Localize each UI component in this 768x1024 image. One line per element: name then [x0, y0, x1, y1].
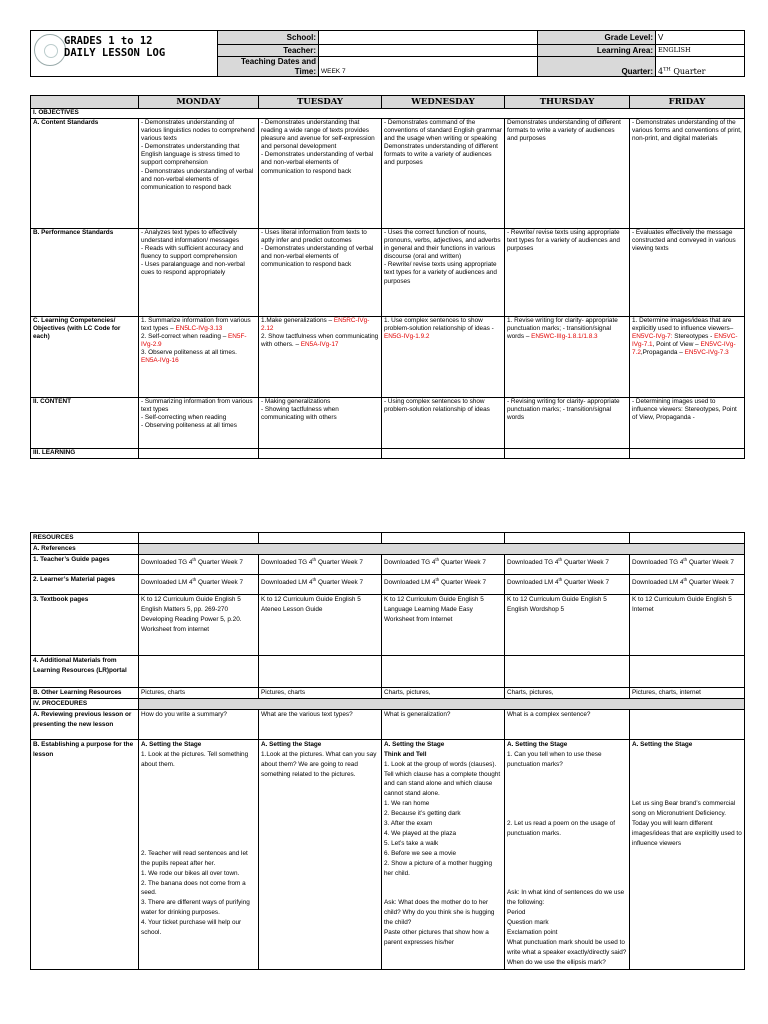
performance-standards-wednesday: - Uses the correct function of nouns, pronouns, verbs, adjectives, and adverbs in general and their functions in various discourse (oral and written) - Rewrite/ revise texts using appropriate text types for a variety of audiences and purposes [382, 229, 505, 317]
learning-area-value[interactable]: ENGLISH [656, 45, 745, 57]
content-standards-label: A. Content Standards [31, 119, 139, 229]
lc-code: EN5RC-IVg-2.12 [261, 317, 370, 333]
resources-label: RESOURCES [31, 533, 139, 544]
content-wednesday: - Using complex sentences to show problem-solution relationship of ideas [382, 398, 505, 449]
competencies-friday: 1. Determine images/ideas that are explicitly used to influence viewers– EN5VC-IVg-7: Stereotypes - EN5VC-IVg-7.1, Point of View – EN5VC-IVg-7.2,Propaganda – EN5VC-IVg-7.3 [630, 317, 745, 398]
superscript: th [683, 576, 688, 582]
grade-level-value[interactable]: V [656, 31, 745, 45]
other-resources-label: B. Other Learning Resources [31, 687, 139, 698]
purpose-thursday: A. Setting the Stage 1. Can you tell when to use these punctuation marks? 2. Let us read a poem on the usage of punctuation marks. Ask: In what kind of sentences do we use the following: Period Question mark Exclamation point What punctuation mark should be used to write what a speaker exactly/directly said? When do we use the ellipsis mark? [505, 739, 630, 969]
other-resources-friday: Pictures, charts, internet [630, 687, 745, 698]
content-standards-thursday: Demonstrates understanding of different formats to write a variety of audiences and purposes [505, 119, 630, 229]
other-resources-monday: Pictures, charts [139, 687, 259, 698]
tg-friday: Downloaded TG 4th Quarter Week 7 [630, 554, 745, 574]
day-monday: MONDAY [139, 96, 259, 109]
textbook-monday: K to 12 Curriculum Guide English 5 English Matters 5, pp. 269-270 Developing Reading Power 5, p.20. Worksheet from internet [139, 594, 259, 655]
competencies-wednesday: 1. Use complex sentences to show problem-solution relationship of ideas -EN5G-IVg-1.9.2 [382, 317, 505, 398]
superscript: th [312, 556, 317, 562]
review-thursday: What is a complex sentence? [505, 709, 630, 739]
teaching-dates-value[interactable]: WEEK 7 [319, 57, 538, 77]
content-label: II. CONTENT [31, 398, 139, 449]
performance-standards-monday: - Analyzes text types to effectively understand information/ messages - Reads with sufficient accuracy and fluency to support comprehension - Uses paralanguage and non-verbal cues to respond appropriately [139, 229, 259, 317]
review-tuesday: What are the various text types? [259, 709, 382, 739]
lm-friday: Downloaded LM 4th Quarter Week 7 [630, 574, 745, 594]
superscript: th [435, 556, 440, 562]
tg-thursday: Downloaded TG 4th Quarter Week 7 [505, 554, 630, 574]
lc-code: EN5VC-IVg-7.1 [632, 333, 738, 349]
teacher-label: Teacher: [218, 45, 319, 57]
content-friday: - Determining images used to influence viewers: Stereotypes, Point of View, Propaganda - [630, 398, 745, 449]
tg-wednesday: Downloaded TG 4th Quarter Week 7 [382, 554, 505, 574]
other-resources-thursday: Charts, pictures, [505, 687, 630, 698]
purpose-tuesday: A. Setting the Stage 1.Look at the pictures. What can you say about them? We are going to read something related to the pictures. [259, 739, 382, 969]
purpose-friday: A. Setting the Stage Let us sing Bear brand’s commercial song on Micronutrient Deficiency. Today you will learn different images/ideas that are explicitly used to influence viewers [630, 739, 745, 969]
other-resources-wednesday: Charts, pictures, [382, 687, 505, 698]
lc-code: EN5A-IVg-16 [141, 357, 179, 365]
performance-standards-thursday: - Rewrite/ revise texts using appropriate text types for a variety of audiences and purposes [505, 229, 630, 317]
competencies-tuesday: 1.Make generalizations – EN5RC-IVg-2.12 2. Show tactfulness when communicating with others. – EN5A-IVg-17 [259, 317, 382, 398]
references-label: A. References [31, 544, 139, 555]
textbook-tuesday: K to 12 Curriculum Guide English 5 Ateneo Lesson Guide [259, 594, 382, 655]
lm-tuesday: Downloaded LM 4th Quarter Week 7 [259, 574, 382, 594]
grade-level-label: Grade Level: [538, 31, 656, 45]
lc-code: EN5WC-IIIg-1.8.1/1.8.3 [531, 333, 598, 341]
lm-thursday: Downloaded LM 4th Quarter Week 7 [505, 574, 630, 594]
learning-label: III. LEARNING [31, 449, 139, 459]
review-lesson-label: A. Reviewing previous lesson or presenting the new lesson [31, 709, 139, 739]
content-monday: - Summarizing information from various text types - Self-correcting when reading - Observing politeness at all times [139, 398, 259, 449]
textbook-friday: K to 12 Curriculum Guide English 5 Internet [630, 594, 745, 655]
superscript: th [192, 576, 197, 582]
other-resources-tuesday: Pictures, charts [259, 687, 382, 698]
teaching-dates-label: Teaching Dates and Time: [218, 57, 319, 77]
learners-material-label: 2. Learner’s Material pages [31, 574, 139, 594]
learning-area-label: Learning Area: [538, 45, 656, 57]
textbook-thursday: K to 12 Curriculum Guide English 5 English Wordshop 5 [505, 594, 630, 655]
content-standards-wednesday: - Demonstrates command of the conventions of standard English grammar and the usage when writing or speaking Demonstrates understanding of different formats to write a variety of audiences and purposes [382, 119, 505, 229]
deped-seal-icon [34, 34, 66, 66]
lc-code: EN5G-IVg-1.9.2 [384, 333, 430, 341]
competencies-monday: 1. Summarize information from various text types – EN5LC-IVg-3.13 2. Self-correct when reading – EN5F-IVg-2.9 3. Observe politeness at all times. EN5A-IVg-16 [139, 317, 259, 398]
performance-standards-label: B. Performance Standards [31, 229, 139, 317]
day-wednesday: WEDNESDAY [382, 96, 505, 109]
document-title: GRADES 1 to 12 DAILY LESSON LOG [64, 35, 166, 59]
lc-code: EN5VC-IVg-7.2 [632, 341, 736, 357]
content-tuesday: - Making generalizations - Showing tactfulness when communicating with others [259, 398, 382, 449]
superscript: th [558, 556, 563, 562]
content-standards-tuesday: - Demonstrates understanding that reading a wide range of texts provides pleasure and avenue for self-expression and personal development - Demonstrates understanding of verbal and non-verbal elements of communication to respond back [259, 119, 382, 229]
review-friday [630, 709, 745, 739]
superscript: th [312, 576, 317, 582]
teacher-field[interactable] [319, 45, 538, 57]
quarter-text: 4TH Quarter [658, 65, 706, 76]
superscript: th [192, 556, 197, 562]
performance-standards-friday: - Evaluates effectively the message constructed and conveyed in various viewing texts [630, 229, 745, 317]
objectives-section: I. OBJECTIVES [31, 109, 745, 119]
corner-cell [31, 96, 139, 109]
day-friday: FRIDAY [630, 96, 745, 109]
competencies-thursday: 1. Revise writing for clarity- appropriate punctuation marks; - transition/signal words – EN5WC-IIIg-1.8.1/1.8.3 [505, 317, 630, 398]
establishing-purpose-label: B. Establishing a purpose for the lesson [31, 739, 139, 969]
school-label: School: [218, 31, 319, 45]
quarter-label: Quarter: [538, 57, 656, 77]
resources-procedures-table [30, 532, 745, 970]
competencies-label: C. Learning Competencies/ Objectives (with LC Code for each) [31, 317, 139, 398]
superscript: TH [663, 65, 671, 72]
superscript: th [558, 576, 563, 582]
textbook-wednesday: K to 12 Curriculum Guide English 5 Language Learning Made Easy Worksheet from Internet [382, 594, 505, 655]
review-wednesday: What is generalization? [382, 709, 505, 739]
content-thursday: - Revising writing for clarity- appropriate punctuation marks; - transition/signal words [505, 398, 630, 449]
lc-code: EN5VC-IVg-7: [632, 333, 673, 341]
content-standards-monday: - Demonstrates understanding of various linguistics nodes to comprehend various texts - Demonstrates understanding that English language is stress timed to support comprehension - Demonstrates understanding of verbal and non-verbal elements of communication to respond back [139, 119, 259, 229]
lm-wednesday: Downloaded LM 4th Quarter Week 7 [382, 574, 505, 594]
lc-code: EN5LC-IVg-3.13 [175, 325, 223, 333]
lc-code: EN5A-IVg-17 [300, 341, 339, 349]
objectives-table [30, 95, 745, 459]
review-monday: How do you write a summary? [139, 709, 259, 739]
lc-code: EN5F-IVg-2.9 [141, 333, 247, 349]
additional-materials-label: 4. Additional Materials from Learning Resources (LR)portal [31, 655, 139, 687]
content-standards-friday: - Demonstrates understanding of the various forms and conventions of print, non-print, and digital materials [630, 119, 745, 229]
teachers-guide-label: 1. Teacher’s Guide pages [31, 554, 139, 574]
day-thursday: THURSDAY [505, 96, 630, 109]
lm-monday: Downloaded LM 4th Quarter Week 7 [139, 574, 259, 594]
textbook-label: 3. Textbook pages [31, 594, 139, 655]
header-table [30, 30, 745, 77]
tg-monday: Downloaded TG 4th Quarter Week 7 [139, 554, 259, 574]
day-tuesday: TUESDAY [259, 96, 382, 109]
school-field[interactable] [319, 31, 538, 45]
logo-title-cell [31, 31, 218, 77]
procedures-label: IV. PROCEDURES [31, 698, 139, 709]
tg-tuesday: Downloaded TG 4th Quarter Week 7 [259, 554, 382, 574]
performance-standards-tuesday: - Uses literal information from texts to aptly infer and predict outcomes - Demonstrates understanding of verbal and non-verbal elements of communication to respond back [259, 229, 382, 317]
superscript: th [435, 576, 440, 582]
superscript: th [683, 556, 688, 562]
quarter-value[interactable] [656, 57, 745, 77]
lc-code: EN5VC-IVg-7.3 [684, 349, 729, 357]
purpose-wednesday: A. Setting the Stage Think and Tell 1. Look at the group of words (clauses). Tell which clause has a complete thought and can stand alone and which clause cannot stand alone. 1. We ran home 2. Because it’s getting dark 3. After the exam 4. We played at the plaza 5. Let’s take a walk 6. Before we see a movie 2. Show a picture of a mother hugging her child. Ask: What does the mother do to her child? Why do you think she is hugging the child? Paste other pictures that show how a parent expresses his/her [382, 739, 505, 969]
purpose-monday: A. Setting the Stage 1. Look at the pictures. Tell something about them. 2. Teacher will read sentences and let the pupils repeat after her. 1. We rode our bikes all over town. 2. The banana does not come from a seed. 3. There are different ways of purifying water for drinking purposes. 4. Your ticket purchase will help our school. [139, 739, 259, 969]
